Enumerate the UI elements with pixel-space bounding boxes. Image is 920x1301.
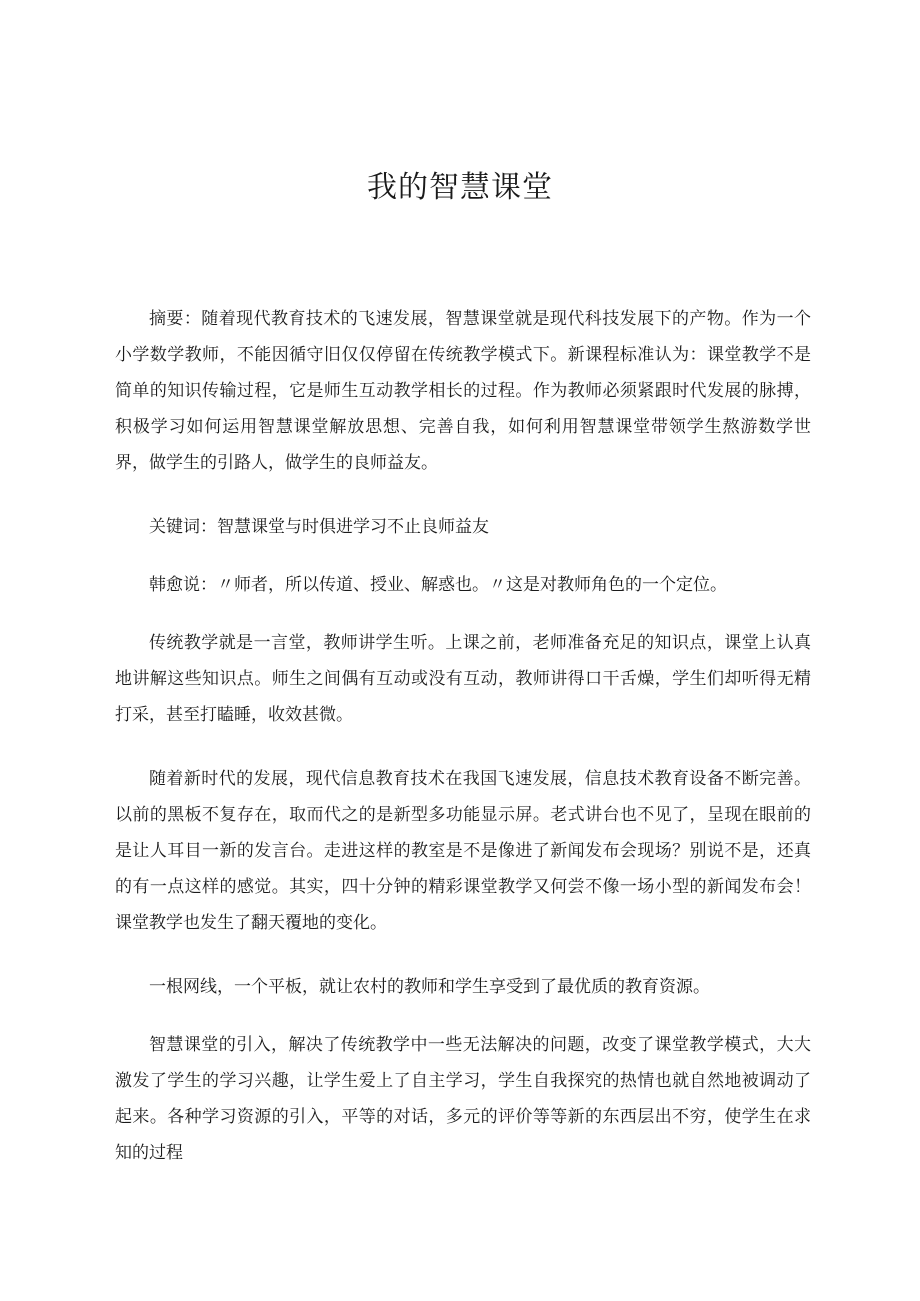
body-paragraph: 随着新时代的发展，现代信息教育技术在我国飞速发展，信息技术教育设备不断完善。以前的黑板不复存在，取而代之的是新型多功能显示屏。老式讲台也不见了，呈现在眼前的是让人耳目一新的发言台。走进这样的教室是不是像进了新闻发布会现场？别说不是，还真的有一点这样的感觉。其实，四十分钟的精彩课堂教学又何尝不像一场小型的新闻发布会！课堂教学也发生了翻天覆地的变化。 bbox=[115, 769, 811, 933]
body-paragraph: 传统教学就是一言堂，教师讲学生听。上课之前，老师准备充足的知识点，课堂上认真地讲解这些知识点。师生之间偶有互动或没有互动，教师讲得口干舌燥，学生们却听得无精打采，甚至打瞌睡，收效甚微。 bbox=[115, 633, 811, 725]
document-body bbox=[115, 301, 811, 1199]
keywords-paragraph: 关键词：智慧课堂与时俱进学习不止良师益友 bbox=[149, 517, 489, 537]
abstract-paragraph: 摘要：随着现代教育技术的飞速发展，智慧课堂就是现代科技发展下的产物。作为一个小学数学教师，不能因循守旧仅仅停留在传统教学模式下。新课程标准认为：课堂教学不是简单的知识传输过程，它是师生互动教学相长的过程。作为教师必须紧跟时代发展的脉搏，积极学习如何运用智慧课堂解放思想、完善自我，如何利用智慧课堂带领学生熬游数学世界，做学生的引路人，做学生的良师益友。 bbox=[115, 309, 811, 473]
quote-paragraph: 韩愈说：〃师者，所以传道、授业、解惑也。〃这是对教师角色的一个定位。 bbox=[149, 575, 727, 595]
document-title: 我的智慧课堂 bbox=[367, 170, 553, 205]
body-paragraph: 一根网线，一个平板，就让农村的教师和学生享受到了最优质的教育资源。 bbox=[149, 977, 710, 997]
body-paragraph: 智慧课堂的引入，解决了传统教学中一些无法解决的问题，改变了课堂教学模式，大大激发了学生的学习兴趣，让学生爱上了自主学习，学生自我探究的热情也就自然地被调动了起来。各种学习资源的引入，平等的对话，多元的评价等等新的东西层出不穷，使学生在求知的过程 bbox=[115, 1035, 811, 1163]
